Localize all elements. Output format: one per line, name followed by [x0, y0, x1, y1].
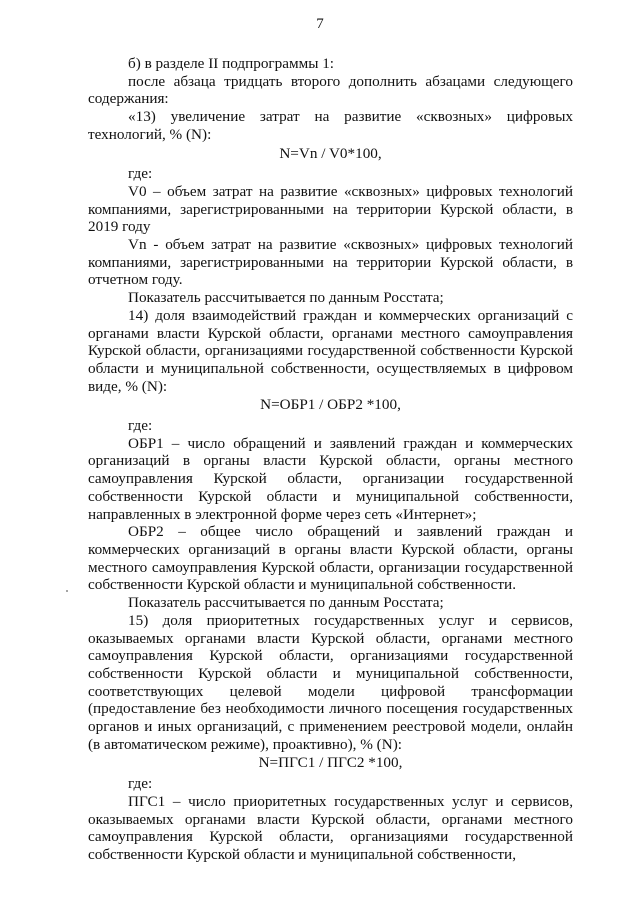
- section-intro: б) в разделе II подпрограммы 1:: [128, 55, 335, 72]
- def-obr2: ОБР2 – общее число обращений и заявлений граждан и коммерческих организаций в органы власти Курской области, органы местного самоуправления Курской области, организации государственной собственности Курской области и муниципальной собственности.: [88, 523, 573, 594]
- def-vn: Vn - объем затрат на развитие «сквозных» цифровых технологий компаниями, зарегистрированными на территории Курской области, в отчетном году.: [88, 236, 573, 289]
- def-pgs1: ПГС1 – число приоритетных государственных услуг и сервисов, оказываемых органами власти Курской области, органами местного самоуправления Курской области, организациями государственной собственности Курской области и муниципальной собственности,: [88, 792, 573, 863]
- scan-mark: [66, 590, 68, 592]
- page-number: 7: [316, 16, 324, 32]
- where-14: где:: [128, 417, 153, 435]
- formula-14: N=ОБР1 / ОБР2 *100,: [260, 396, 401, 414]
- indicator-13: «13) увеличение затрат на развитие «сквозных» цифровых технологий, % (N):: [88, 108, 573, 143]
- formula-13: N=Vn / V0*100,: [279, 144, 382, 162]
- def-obr1: ОБР1 – число обращений и заявлений граждан и коммерческих организаций в органы власти Курской области, органы местного самоуправления Курской области, организации государственной собственности Курской области и муниципальной собственности, направленных в электронной форме через сеть «Интернет»;: [88, 434, 573, 523]
- where-13: где:: [128, 165, 153, 183]
- where-15: где:: [128, 775, 153, 793]
- amendment-intro: после абзаца тридцать второго дополнить абзацами следующего содержания:: [88, 72, 573, 108]
- def-v0: V0 – объем затрат на развитие «сквозных» цифровых технологий компаниями, зарегистрированными на территории Курской области, в 2019 году: [88, 182, 573, 236]
- formula-15: N=ПГС1 / ПГС2 *100,: [258, 754, 403, 772]
- indicator-15: 15) доля приоритетных государственных услуг и сервисов, оказываемых органами власти Курской области, органами местного самоуправления Курской области, организациями государственной собственности Курской области и муниципальной собственности, соответствующих целевой модели цифровой трансформации (предоставление без необходимости личного посещения государственных органов и иных организаций, с применением реестровой модели, онлайн (в автоматическом режиме), проактивно), % (N):: [88, 611, 573, 753]
- indicator-14: 14) доля взаимодействий граждан и коммерческих организаций с органами власти Курской области, органами местного самоуправления Курской области, организациями государственной собственности Курской области и муниципальной собственности, осуществляемых в цифровом виде, % (N):: [88, 306, 573, 395]
- source-14: Показатель рассчитывается по данным Росстата;: [128, 594, 444, 612]
- source-13: Показатель рассчитывается по данным Росстата;: [128, 289, 444, 307]
- document-body: [88, 55, 573, 864]
